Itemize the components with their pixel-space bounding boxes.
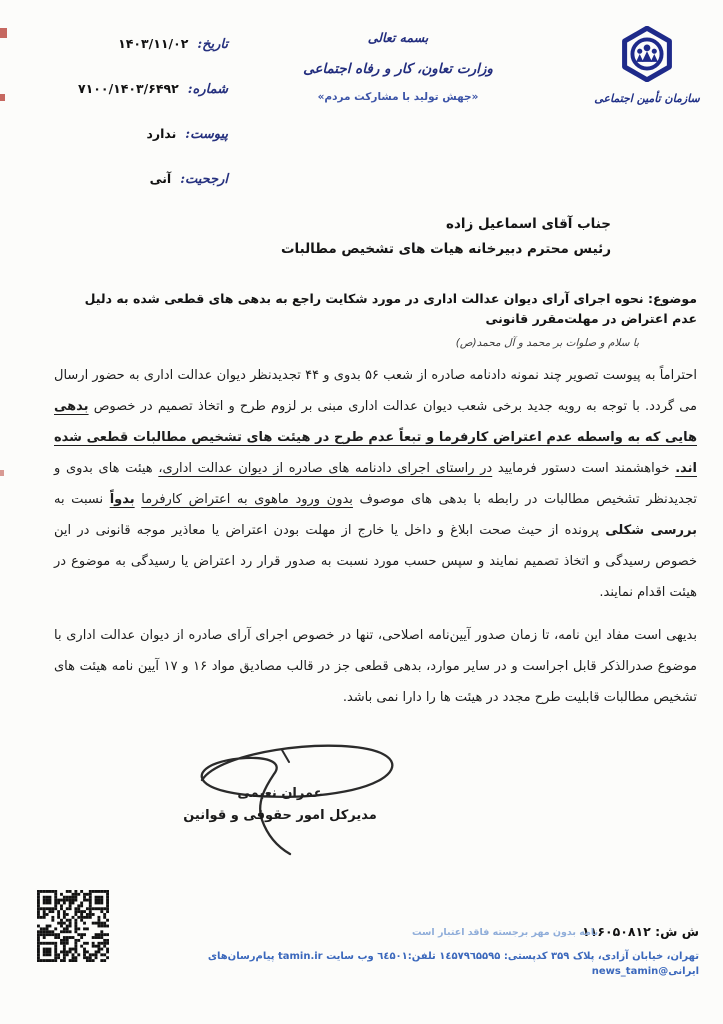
- year-slogan: «جهش تولید با مشارکت مردم»: [317, 91, 479, 103]
- addressee-block: [281, 212, 611, 262]
- body-text-segment: بدهی هایی که به واسطه عدم اعتراض کارفرما و تبعاً عدم طرح در هیئت های تشخیص مطالبات قطعی شده اند.: [54, 399, 697, 476]
- date-value: ۱۴۰۳/۱۱/۰۲: [118, 36, 189, 51]
- letter-meta-block: [38, 36, 228, 216]
- body-text-segment: در راستای اجرای دادنامه های صادره از دیوان عدالت اداری،: [158, 461, 493, 476]
- addressee-title: رئیس محترم دبیرخانه هیات های تشخیص مطالبات: [280, 241, 611, 257]
- date-label: تاریخ:: [197, 37, 228, 52]
- body-text-segment: بررسی شکلی: [605, 523, 697, 538]
- attachment-label: پیوست:: [185, 127, 228, 142]
- priority-value: آنی: [149, 171, 172, 186]
- addressee-name: جناب آقای اسماعیل زاده: [446, 216, 611, 232]
- body-paragraph: [54, 360, 697, 608]
- body-text-segment: بدون ورود ماهوی به اعتراض کارفرما: [141, 492, 353, 507]
- body-text-segment: بدیهی است مفاد این نامه، تا زمان صدور آیین‌نامه اصلاحی، تنها در خصوص اجرای آرای صادره از دیوان عدالت اداری با موضوع صدرالذکر قابل اجراست و در سایر موارد، بدهی قطعی جز در قالب مصادیق مواد ۱۶ و ۱۷ آیین نامه هیئت های تشخیص مطالبات قابلیت طرح مجدد در هیئت ها را دارا نمی باشد.: [54, 628, 697, 705]
- tracking-number: ش ش: ۱۱۶۰۵۰۸۱۲: [582, 924, 699, 939]
- scan-artifact: [0, 470, 4, 476]
- body-text-segment: نسبت به: [54, 492, 110, 507]
- number-label: شماره:: [187, 82, 228, 97]
- meta-row-number: [38, 81, 228, 101]
- qr-code: [37, 888, 109, 964]
- signatory-title: مدیرکل امور حقوقی و قوانین: [183, 808, 377, 823]
- salutation-line: با سلام و صلوات بر محمد و آل محمد(ص): [455, 337, 639, 349]
- ministry-name: وزارت تعاون، کار و رفاه اجتماعی: [303, 61, 493, 77]
- letter-body: [54, 360, 697, 725]
- besmellah-text: بسمه تعالی: [367, 30, 429, 45]
- signatory-name: عمران نعیمی: [237, 786, 323, 801]
- body-text-segment: احتراماً به پیوست تصویر چند نمونه دادنامه صادره از شعب ۵۶ بدوی و ۴۴ تجدیدنظر دیوان عدالت اداری به حضور ارسال می گردد. با توجه به رویه جدید برخی شعب دیوان عدالت اداری مبنی بر لزوم طرح و اتخاذ تصمیم در خصوص: [54, 368, 698, 414]
- meta-row-priority: [38, 171, 228, 191]
- letterhead-center: [288, 30, 508, 103]
- body-paragraph: [54, 620, 697, 713]
- subject-line: موضوع: نحوه اجرای آرای دیوان عدالت اداری در مورد شکایت راجع به بدهی های قطعی شده به دلیل عدم اعتراض در مهلت‌مقرر قانونی: [84, 291, 697, 326]
- body-text-segment: خواهشمند است دستور فرمایید: [492, 461, 676, 476]
- body-text-segment: هیئت های بدوی و تجدیدنظر تشخیص مطالبات در رابطه با بدهی های موصوف: [54, 461, 698, 507]
- meta-row-date: [38, 36, 228, 56]
- attachment-value: ندارد: [146, 126, 177, 141]
- body-text-segment: بدواً: [109, 492, 135, 507]
- footer-address: تهران، خیابان آزادی، پلاک ۳۵۹ کدپستی: ۱٤۵۷۹٦۵۵۹۵ تلفن:٦٤۵۰۱ وب سایت tamin.ir پیام‌رسان‌های ایرانی@news_tamin: [207, 951, 699, 977]
- organization-name: سازمان تأمین اجتماعی: [594, 92, 700, 105]
- organization-logo-block: [593, 26, 701, 105]
- scan-artifact: [0, 28, 7, 38]
- social-security-emblem-icon: [619, 67, 675, 86]
- signature-block: [118, 740, 442, 865]
- body-text-segment: پرونده از حیث صحت ابلاغ و داخل یا خارج از مهلت بودن اعتراض یا معاذیر موجه قانونی در این خصوص رسیدگی و اتخاذ تصمیم نمایند و سپس حسب مورد نسبت به صدور قرار رد اعتراض یا رسیدگی به موضوع در هیئت اقدام نمایند.: [54, 523, 697, 600]
- seal-validity-note: نامه بدون مهر برجسته فاقد اعتبار است: [412, 927, 599, 938]
- number-value: ۷۱۰۰/۱۴۰۳/۶۴۹۲: [78, 81, 179, 96]
- meta-row-attachment: [38, 126, 228, 146]
- scan-artifact: [0, 94, 5, 101]
- priority-label: ارجحیت:: [180, 172, 228, 187]
